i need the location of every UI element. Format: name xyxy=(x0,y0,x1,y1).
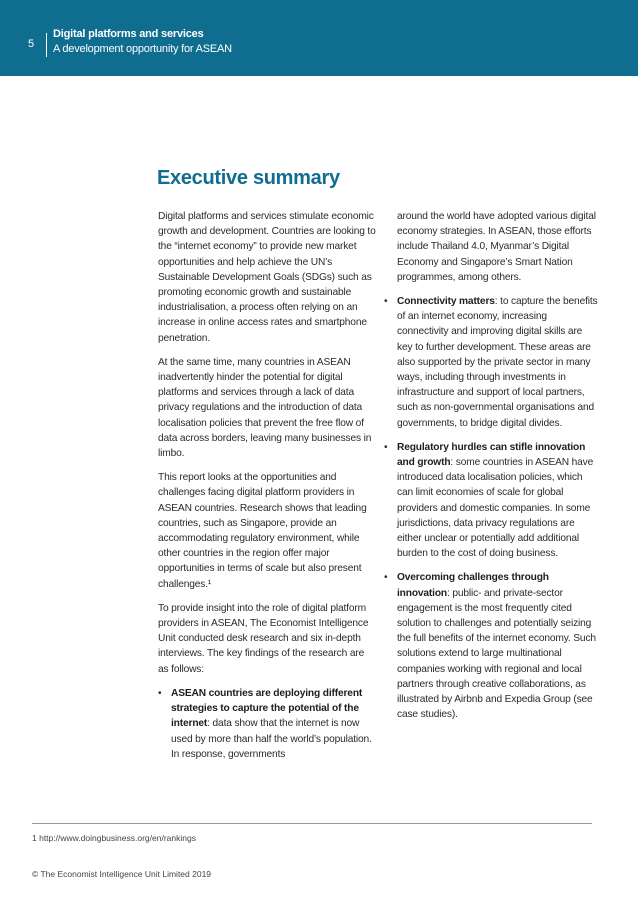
paragraph: Digital platforms and services stimulate economic growth and development. Countries are looking to the “internet economy” to provide new market opportunities and help achieve the UN’s Sustainable Development Goals (SDGs) such as promoting economic growth and sustainable industrialisation, a process often relying on an increase in online access rates and smartphone penetration. xyxy=(158,211,376,344)
findings-list xyxy=(158,686,376,762)
paragraph: This report looks at the opportunities and challenges facing digital platform providers in ASEAN countries. Research shows that leading countries, such as Singapore, provide an accommodating regulatory environment, while other countries in the region offer major opportunities in terms of scale but also present challenges.¹ xyxy=(158,472,367,590)
finding-text: : public- and private-sector engagement is the most frequently cited solution to challenges and potentially seizing the full benefits of the internet economy. Such solutions extend to large multinational companies working with regional and local partners through creative collaborations, as illustrated by Airbnb and Expedia Group (see case studies). xyxy=(397,587,596,721)
finding-heading: ASEAN countries are deploying different strategies to capture the potential of the internet xyxy=(171,687,363,730)
finding-text: : some countries in ASEAN have introduced data localisation policies, which can limit economies of scale for global providers and domestic companies. In some jurisdictions, data privacy regulations are either unclear or potentially add additional burden to the cost of doing business. xyxy=(397,457,594,560)
footer-divider xyxy=(32,823,592,824)
finding-text: : data show that the internet is now used by more than half the world’s population. In response, governments xyxy=(171,718,372,760)
finding-item xyxy=(384,294,598,431)
paragraph: To provide insight into the role of digital platform providers in ASEAN, The Economist Intelligence Unit conducted desk research and six in-depth interviews. The key findings of the research are as follows: xyxy=(158,602,369,675)
bullet-marker: • xyxy=(384,572,388,584)
bullet-marker: • xyxy=(384,296,388,308)
report-title: Digital platforms and services xyxy=(53,28,204,40)
finding-item xyxy=(384,440,598,562)
page-header xyxy=(0,0,638,76)
page-number: 5 xyxy=(28,38,35,50)
bullet-continuation: around the world have adopted various digital economy strategies. In ASEAN, those efforts include Thailand 4.0, Myanmar’s Digital Economy and Singapore’s Smart Nation programmes, among others. xyxy=(397,211,596,283)
finding-item xyxy=(158,686,376,762)
findings-list xyxy=(384,294,598,722)
finding-item xyxy=(384,570,598,722)
footnote: 1 http://www.doingbusiness.org/en/rankings xyxy=(32,833,196,843)
finding-heading: Regulatory hurdles can stifle innovation and growth xyxy=(397,441,586,469)
report-subtitle: A development opportunity for ASEAN xyxy=(53,43,232,55)
left-column xyxy=(158,209,376,771)
paragraph: At the same time, many countries in ASEAN inadvertently hinder the potential for digital platforms and services through a lack of data privacy regulations and the introduction of data localisation policies that prevent the free flow of data across borders, leaving many businesses in limbo. xyxy=(158,356,372,460)
finding-heading: Overcoming challenges through innovation xyxy=(397,572,549,599)
section-title: Executive summary xyxy=(157,167,340,189)
finding-heading: Connectivity matters xyxy=(397,296,495,308)
copyright: © The Economist Intelligence Unit Limited 2019 xyxy=(32,869,212,879)
header-divider xyxy=(46,33,47,57)
bullet-marker: • xyxy=(384,441,388,453)
right-column xyxy=(384,209,598,732)
finding-text: : to capture the benefits of an internet economy, increasing connectivity and improving digital skills are key to further development. These areas are also supported by the private sector in many ways, including through investments in infrastructure and support of local partners, such as non-governmental organisations and governments, to bridge digital divides. xyxy=(397,296,598,429)
bullet-marker: • xyxy=(158,687,162,699)
